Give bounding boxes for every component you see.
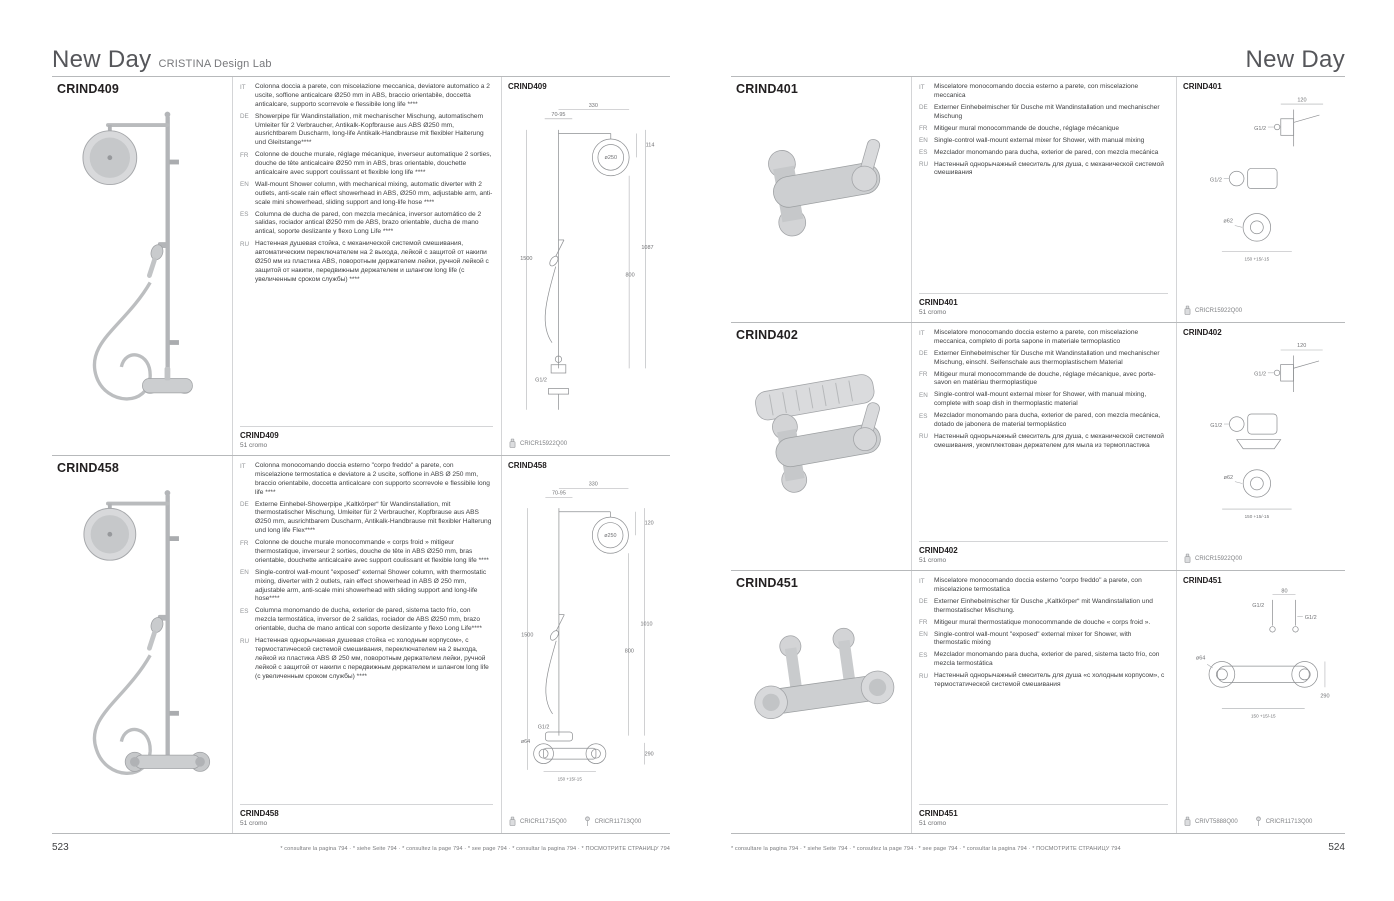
product-code-title: CRIND401	[736, 82, 799, 96]
description-row	[240, 637, 493, 681]
shower-column-photo	[58, 98, 226, 443]
shower-mixer-photo	[737, 98, 905, 286]
description-text: Columna de ducha de pared, con mezcla mecánica, inversor automático de 2 salidas, rociador antical Ø250 mm de ABS, brazo orientable, ducha de mano antical, soporte deslizante y flexo Long Life ****	[255, 210, 482, 236]
spare-part	[508, 816, 567, 827]
tech-drawing-crind451	[1185, 587, 1337, 794]
variant-box	[919, 804, 1168, 827]
drawing-code-label: CRIND401	[1183, 82, 1222, 91]
left-page-blocks	[52, 76, 670, 834]
dimension-label: 150 +15/-15	[1250, 713, 1276, 719]
description-row	[919, 619, 1168, 628]
tech-drawing	[1183, 339, 1339, 553]
spare-part	[1183, 553, 1242, 564]
product-photo	[54, 98, 230, 452]
product-photo	[733, 98, 909, 319]
drawing-code-label: CRIND451	[1183, 576, 1222, 585]
cartridge-part-icon	[508, 438, 517, 449]
description-column	[911, 571, 1177, 833]
spare-parts-row	[1183, 553, 1339, 564]
dimension-label: 290	[644, 751, 654, 758]
page-footer	[52, 842, 1345, 853]
brand-title: New Day	[1245, 46, 1345, 73]
description-text: Externer Einhebelmischer für Dusche „Kaltkörper“ mit Wandinstallation und thermostatischer Mischung.	[934, 597, 1153, 614]
variant-finish: 51 cromo	[240, 820, 268, 827]
description-row	[240, 462, 493, 498]
dimension-label: ø64	[1195, 655, 1206, 662]
dimension-label: 330	[588, 102, 598, 109]
description-row	[240, 113, 493, 149]
description-text: Mitigeur mural monocommande de douche, réglage mécanique	[934, 124, 1120, 132]
spare-part	[1254, 816, 1313, 827]
lang-code: ES	[919, 149, 928, 157]
dimension-label: 70-95	[552, 490, 566, 497]
description-row	[240, 151, 493, 178]
description-text: Настенный однорычажный смеситель для душа «с холодным корпусом», с термостатической системой смешивания	[934, 672, 1165, 689]
description-row	[919, 371, 1168, 389]
product-code-title: CRIND409	[57, 82, 120, 96]
lang-code: RU	[919, 433, 929, 441]
description-row	[919, 125, 1168, 134]
lang-code: DE	[919, 104, 928, 112]
drawing-column	[1177, 571, 1345, 833]
photo-column	[52, 456, 232, 833]
drawing-code-label: CRIND458	[508, 461, 547, 470]
product-photo	[54, 477, 230, 830]
tech-drawing-crind402	[1185, 339, 1337, 531]
product-photo	[733, 344, 909, 567]
description-text: Miscelatore monocomando doccia esterno a parete, con miscelazione meccanica	[934, 83, 1139, 99]
description-row	[240, 211, 493, 238]
dimension-label: 150 +15/-15	[1244, 514, 1270, 520]
spare-parts-row	[508, 816, 664, 827]
spare-parts-row	[1183, 816, 1339, 827]
cartridge-part-icon	[1183, 816, 1192, 827]
description-row	[919, 598, 1168, 616]
description-text: Showerpipe für Wandinstallation, mit mechanischer Mischung, automatischem Umleiter für 2 Verbraucher, Antikalk-Kopfbrause aus ABS Ø250 mm, ausrichtbarem Duscharm, long-life Antikalk-Handbrause mit flexibler Halterung und Gleitstange****	[255, 112, 484, 147]
photo-column	[731, 571, 911, 833]
description-text: Colonne de douche murale monocommande « corps froid » mitigeur thermostatique, inverseur 2 sorties, douche de tête in ABS Ø250 mm, bras orientable, douchette anticalcaire avec support coulissant et flexible long life ****	[255, 539, 489, 564]
cartridge-part-icon	[508, 816, 517, 827]
description-row	[919, 577, 1168, 595]
tech-drawing	[1183, 93, 1339, 305]
cartridge-part-icon	[1183, 553, 1192, 564]
dimension-label: 120	[644, 520, 654, 527]
description-row	[919, 104, 1168, 122]
description-text: Mitigeur mural monocommande de douche, réglage mécanique, avec porte-savon en matériau thermoplastique	[934, 370, 1156, 387]
description-text: Настенная душевая стойка, с механической системой смешивания, автоматическим переключателем на 2 выхода, лейкой с защитой от накипи Ø250 мм из пластика ABS, поворотным держателем лейки, ручной лейкой с защитой от накипи, передвижным держателем и шлангом long life (с увеличенным сроком службы) ****	[255, 240, 489, 283]
photo-column	[731, 323, 911, 570]
tech-drawing	[1183, 587, 1339, 816]
left-page-footer	[52, 842, 670, 853]
spare-part	[583, 816, 642, 827]
spare-part-code: CRICR11713Q00	[1265, 818, 1313, 825]
lang-code: EN	[919, 631, 928, 639]
shower-column-photo	[58, 477, 226, 821]
description-text: Mezclador monomando para ducha, exterior de pared, con mezcla mecánica, dotado de jabonera de material termoplástico	[934, 412, 1161, 429]
shower-mixer-soapdish-photo	[737, 344, 905, 532]
lang-code: ES	[240, 211, 249, 219]
right-page-header	[731, 46, 1345, 76]
photo-column	[731, 77, 911, 322]
description-row	[919, 329, 1168, 347]
lang-code: IT	[240, 83, 246, 91]
drawing-column	[1177, 323, 1345, 570]
dimension-label: 120	[1297, 97, 1307, 104]
description-row	[919, 137, 1168, 146]
lang-code: RU	[240, 637, 250, 645]
description-row	[919, 412, 1168, 430]
product-block-crind451	[731, 571, 1345, 834]
description-text: Single-control wall-mount external mixer for Shower, with manual mixing, complete with soap dish in thermoplastic material	[934, 391, 1147, 408]
left-page	[52, 46, 670, 834]
footnote: * consultare la pagina 794 · * siehe Seite 794 · * consultez la page 794 · * see page 794 · * consultar la pagina 794 · * ПОСМОТРИТЕ СТРАНИЦУ 794	[280, 846, 670, 852]
photo-column	[52, 77, 232, 455]
dimension-label: 1500	[520, 256, 533, 263]
description-text: Настенный однорычажный смеситель для душа, с механической системой смешивания	[934, 160, 1164, 177]
variant-code: CRIND402	[919, 546, 958, 555]
dimension-label: ø62	[1223, 474, 1234, 481]
description-row	[919, 651, 1168, 669]
dimension-label: G1/2	[1209, 177, 1222, 184]
dimension-label: G1/2	[1252, 603, 1265, 610]
spare-part-code: CRICR15922Q00	[1195, 555, 1243, 562]
description-row	[919, 433, 1168, 451]
description-row	[919, 83, 1168, 101]
description-row	[240, 539, 493, 566]
tech-drawing-crind409	[508, 93, 664, 419]
dimension-label: 1500	[521, 632, 534, 639]
description-row	[240, 501, 493, 537]
lang-code: FR	[919, 125, 928, 133]
lang-code: IT	[919, 329, 925, 337]
description-row	[240, 569, 493, 605]
description-text: Single-control wall-mount "exposed" external mixer for Shower, with thermostatic mixing	[934, 630, 1132, 647]
description-row	[240, 181, 493, 208]
lang-code: EN	[919, 137, 928, 145]
dimension-label: 120	[1297, 343, 1307, 350]
description-row	[919, 672, 1168, 690]
description-row	[240, 83, 493, 110]
lang-code: DE	[240, 501, 249, 509]
right-page-blocks	[731, 76, 1345, 834]
thermostatic-mixer-photo	[737, 592, 905, 790]
tech-drawing-crind401	[1185, 93, 1337, 277]
variant-box	[240, 426, 493, 449]
lang-code: FR	[919, 371, 928, 379]
dimension-label: 1087	[641, 245, 654, 252]
dimension-label: 80	[1281, 588, 1288, 595]
dimension-label: 330	[588, 481, 598, 488]
handshower-part-icon	[583, 816, 592, 827]
description-text: Externer Einhebelmischer für Dusche mit Wandinstallation und mechanischer Mischung, einschl. Seifenschale aus thermoplastischem Material	[934, 349, 1160, 366]
drawing-column	[1177, 77, 1345, 322]
product-block-crind409	[52, 77, 670, 456]
lang-code: ES	[919, 651, 928, 659]
variant-code: CRIND409	[240, 431, 279, 440]
description-row	[240, 607, 493, 634]
description-text: Colonna monocomando doccia esterno "corpo freddo" a parete, con miscelazione termostatica e deviatore a 2 uscite, soffione in ABS Ø 250 mm, braccio orientabile, doccetta anticalcare con supporto scorrevole e flessibile long life ****	[255, 462, 490, 496]
tech-drawing	[508, 93, 664, 438]
description-text: Miscelatore monocomando doccia esterno "corpo freddo" a parete, con miscelazione termostatica	[934, 577, 1142, 593]
right-page-footer	[731, 842, 1345, 853]
dimension-label: 114	[645, 142, 655, 149]
dimension-label: 800	[625, 272, 635, 279]
dimension-label: G1/2	[535, 377, 548, 384]
description-text: Colonne de douche murale, réglage mécanique, inverseur automatique 2 sorties, douche de tête anticalcaire Ø250 mm in ABS, bras orientable, douchette anticalcaire avec support coulissant et flexible long life ****	[255, 151, 492, 177]
variant-finish: 51 cromo	[919, 557, 947, 564]
right-page	[731, 46, 1345, 834]
page-number: 523	[52, 842, 69, 853]
lang-code: FR	[240, 539, 249, 547]
tech-drawing-crind458	[508, 472, 664, 797]
variant-finish: 51 cromo	[919, 820, 947, 827]
lang-code: IT	[919, 577, 925, 585]
description-text: Externe Einhebel-Showerpipe „Kaltkörper“ für Wandinstallation, mit thermostatischer Mischung, Umleiter für 2 Verbraucher, Kopfbrause aus ABS Ø250 mm, ausrichtbarem Duscharm, Antikalk-Handbrause mit flexibler Halterung und long life Flex****	[255, 500, 492, 535]
page-number: 524	[1328, 842, 1345, 853]
description-text: Wall-mount Shower column, with mechanical mixing, automatic diverter with 2 outlets, anti-scale rain effect showerhead in ABS, Ø250 mm, adjustable arm, anti-scale mini showerhead, sliding support and long-life hose ****	[255, 180, 493, 206]
lang-code: DE	[919, 598, 928, 606]
description-column	[911, 323, 1177, 570]
lang-code: EN	[919, 391, 928, 399]
handshower-part-icon	[1254, 816, 1263, 827]
product-code-title: CRIND451	[736, 576, 799, 590]
spare-part-code: CRICR11713Q00	[594, 818, 642, 825]
drawing-column	[502, 456, 670, 833]
variant-finish: 51 cromo	[240, 442, 268, 449]
description-row	[919, 149, 1168, 158]
product-block-crind402	[731, 323, 1345, 571]
lang-code: FR	[240, 151, 249, 159]
lang-code: RU	[919, 672, 929, 680]
brand-title: New Day	[52, 46, 152, 73]
description-text: Настенный однорычажный смеситель для душа, с механической системой смешивания, укомплектован держателем для мыла из термопластика	[934, 432, 1164, 449]
product-photo	[733, 592, 909, 830]
dimension-label: ø250	[604, 155, 618, 162]
variant-code: CRIND451	[919, 809, 958, 818]
spare-part	[1183, 816, 1238, 827]
spare-parts-row	[1183, 305, 1339, 316]
lang-code: DE	[240, 113, 249, 121]
spare-part	[508, 438, 567, 449]
product-code-title: CRIND402	[736, 328, 799, 342]
variant-box	[919, 541, 1168, 564]
variant-code: CRIND401	[919, 298, 958, 307]
tech-drawing	[508, 472, 664, 816]
dimension-label: ø62	[1223, 218, 1233, 225]
drawing-code-label: CRIND402	[1183, 328, 1222, 337]
spare-part-code: CRIVT5888Q00	[1195, 818, 1238, 825]
cartridge-part-icon	[1183, 305, 1192, 316]
dimension-label: G1/2	[1210, 422, 1223, 429]
lang-code: EN	[240, 569, 249, 577]
dimension-label: G1/2	[1254, 125, 1267, 132]
footnote: * consultare la pagina 794 · * siehe Seite 794 · * consultez la page 794 · * see page 794 · * consultar la pagina 794 · * ПОСМОТРИТЕ СТРАНИЦУ 794	[731, 846, 1121, 852]
dimension-label: 70-95	[551, 112, 566, 119]
product-block-crind458	[52, 456, 670, 834]
lang-code: IT	[919, 83, 925, 91]
lang-code: RU	[919, 161, 929, 169]
lang-code: FR	[919, 619, 928, 627]
variant-box	[919, 293, 1168, 316]
description-column	[232, 77, 502, 455]
description-text: Colonna doccia a parete, con miscelazione meccanica, deviatore automatico a 2 uscite, soffione anticalcare Ø250 mm in ABS, braccio orientabile, doccetta anticalcare, supporto scorrevole e flessibile long life ****	[255, 83, 490, 108]
dimension-label: ø250	[604, 533, 617, 539]
description-text: Columna monomando de ducha, exterior de pared, sistema tacto frío, con mezcla termostática, inversor de 2 salidas, rociador de ABS Ø250 mm, brazo orientable, ducha de mano antical con soporte deslizante y flexo Long Life****	[255, 607, 482, 633]
spare-part-code: CRICR15922Q00	[1195, 307, 1243, 314]
dimension-label: 1010	[640, 621, 653, 628]
description-text: Настенная однорычажная душевая стойка «с холодным корпусом», с термостатической системой смешивания, переключателем на 2 выхода, лейкой из пластика ABS Ø 250 мм, поворотным держателем лейки, ручной лейкой с защитой от накипи с передвижным держателем и шлангом long life (с увеличенным сроком службы) ****	[255, 637, 489, 680]
description-row	[919, 631, 1168, 649]
lang-code: IT	[240, 462, 246, 470]
dimension-label: 150 +15/-15	[1244, 256, 1270, 262]
dimension-label: G1/2	[537, 724, 550, 731]
drawing-code-label: CRIND409	[508, 82, 547, 91]
description-row	[240, 240, 493, 284]
brand-subtitle: CRISTINA Design Lab	[158, 58, 272, 70]
description-text: Externer Einhebelmischer für Dusche mit Wandinstallation und mechanischer Mischung	[934, 103, 1160, 120]
lang-code: RU	[240, 240, 250, 248]
product-code-title: CRIND458	[57, 461, 120, 475]
spare-parts-row	[508, 438, 664, 449]
lang-code: DE	[919, 350, 928, 358]
dimension-label: G1/2	[1304, 615, 1317, 622]
drawing-column	[502, 77, 670, 455]
spare-part-code: CRICR11715Q00	[520, 818, 567, 825]
lang-code: ES	[919, 412, 928, 420]
description-row	[919, 350, 1168, 368]
description-column	[232, 456, 502, 833]
dimension-label: 800	[624, 648, 634, 655]
description-text: Mitigeur mural thermostatique monocommande de douche « corps froid ».	[934, 618, 1151, 626]
description-text: Mezclador monomando para ducha, exterior de pared, con mezcla mecánica	[934, 148, 1159, 156]
description-row	[919, 391, 1168, 409]
spare-part-code: CRICR15922Q00	[520, 440, 568, 447]
dimension-label: ø64	[520, 738, 531, 745]
variant-code: CRIND458	[240, 809, 279, 818]
dimension-label: 290	[1320, 693, 1330, 700]
description-text: Mezclador monomando para ducha, exterior de pared, sistema tacto frío, con mezcla termostática	[934, 651, 1160, 668]
left-page-header	[52, 46, 670, 76]
variant-finish: 51 cromo	[919, 309, 947, 316]
dimension-label: 150 +15/-15	[557, 776, 582, 782]
dimension-label: G1/2	[1254, 371, 1267, 378]
description-row	[919, 161, 1168, 179]
description-text: Single-control wall-mount "exposed" external Shower column, with thermostatic mixing, diverter with 2 outlets, rain effect showerhead in ABS Ø 250 mm, adjustable arm, anti-scale mini showerhead with sliding support and long-life hose****	[255, 568, 487, 603]
lang-code: ES	[240, 607, 249, 615]
description-column	[911, 77, 1177, 322]
description-text: Single-control wall-mount external mixer for Shower, with manual mixing	[934, 136, 1145, 144]
description-text: Miscelatore monocomando doccia esterno a parete, con miscelazione meccanica, completo di porta sapone in materiale termoplastico	[934, 329, 1139, 345]
lang-code: EN	[240, 181, 249, 189]
product-block-crind401	[731, 77, 1345, 323]
variant-box	[240, 804, 493, 827]
spare-part	[1183, 305, 1242, 316]
